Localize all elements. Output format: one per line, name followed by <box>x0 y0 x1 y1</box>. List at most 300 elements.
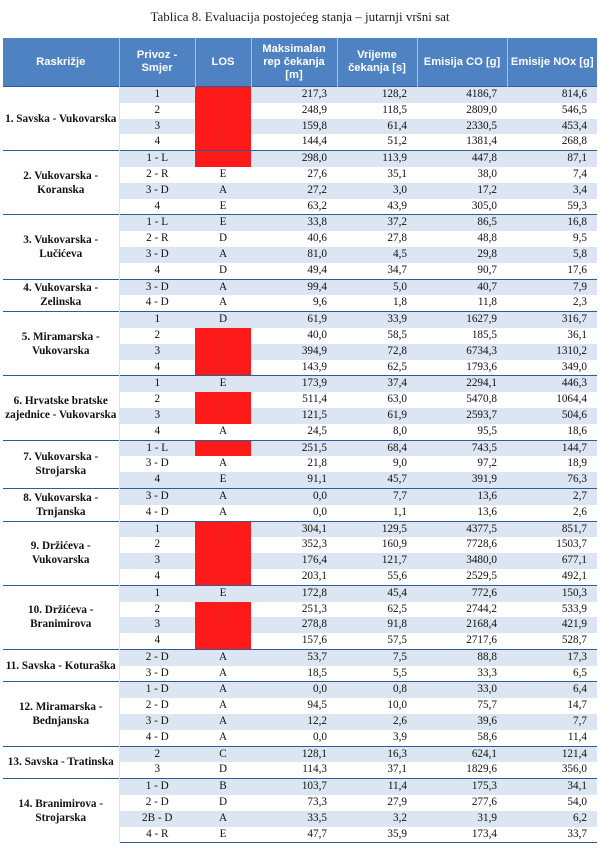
nox-cell: 16,8 <box>507 215 597 231</box>
nox-cell: 1503,7 <box>556 538 587 551</box>
co-cell: 58,6 <box>477 730 497 743</box>
intersection-name: 8. Vukovarska - Trnjanska <box>3 488 119 521</box>
privoz-cell: 2B - D <box>119 811 195 827</box>
los-cell: A <box>195 279 251 295</box>
vrijeme-cell: 5,5 <box>393 666 407 679</box>
nox-cell: 3,4 <box>507 183 597 199</box>
rep-cell: 40,0 <box>307 328 327 341</box>
los-cell: E <box>195 472 251 488</box>
vrijeme-cell: 61,4 <box>337 119 417 135</box>
vrijeme-cell: 34,7 <box>387 263 407 276</box>
vrijeme-cell: 9,0 <box>393 457 407 470</box>
table-body <box>3 87 597 843</box>
co-cell: 2168,4 <box>417 617 507 633</box>
rep-cell: 114,3 <box>302 763 327 776</box>
rep-cell: 81,0 <box>251 247 337 263</box>
los-cell: B <box>195 779 251 795</box>
privoz-cell: 2 - D <box>119 649 195 665</box>
los-cell: A <box>218 505 228 518</box>
privoz-cell: 3 <box>119 553 195 569</box>
vrijeme-cell: 33,9 <box>337 312 417 328</box>
rep-cell: 47,7 <box>251 827 337 843</box>
rep-cell: 21,8 <box>307 457 327 470</box>
co-cell: 743,5 <box>417 440 507 456</box>
co-cell: 17,2 <box>417 183 507 199</box>
rep-cell: 217,3 <box>251 87 337 103</box>
privoz-cell: 2 - D <box>145 699 169 712</box>
privoz-cell: 3 <box>119 617 195 633</box>
los-cell: E <box>195 585 251 601</box>
rep-cell: 394,9 <box>251 344 337 360</box>
nox-cell: 7,9 <box>507 279 597 295</box>
co-cell: 305,0 <box>471 199 497 212</box>
nox-cell: 33,7 <box>507 827 597 843</box>
co-cell: 277,6 <box>471 796 497 809</box>
los-cell: F <box>195 392 251 408</box>
los-cell: F <box>195 617 251 633</box>
co-cell: 173,4 <box>417 827 507 843</box>
los-cell: E <box>219 199 227 212</box>
los-cell: F <box>195 569 251 585</box>
vrijeme-cell: 3,2 <box>337 811 417 827</box>
privoz-cell: 2 - D <box>145 796 169 809</box>
los-cell: A <box>195 811 251 827</box>
rep-cell: 128,1 <box>251 746 337 762</box>
nox-cell: 7,7 <box>507 714 597 730</box>
intersection-name: 7. Vukovarska - Strojarska <box>3 440 119 488</box>
privoz-cell: 2 <box>154 328 161 341</box>
privoz-cell: 2 <box>154 103 161 116</box>
vrijeme-cell: 63,0 <box>387 393 407 406</box>
table-row <box>3 488 597 504</box>
intersection-name: 5. Miramarska - Vukovarska <box>3 312 119 376</box>
table-row <box>3 279 597 295</box>
rep-cell: 0,0 <box>251 488 337 504</box>
intersection-name: 9. Držićeva - Vukovarska <box>3 521 119 585</box>
rep-cell: 352,3 <box>301 538 327 551</box>
co-cell: 3480,0 <box>417 553 507 569</box>
los-cell: A <box>195 682 251 698</box>
los-cell: F <box>195 633 251 649</box>
co-cell: 33,3 <box>477 666 497 679</box>
rep-cell: 159,8 <box>251 119 337 135</box>
los-cell: A <box>195 649 251 665</box>
vrijeme-cell: 45,7 <box>337 472 417 488</box>
los-cell: F <box>195 119 251 135</box>
co-cell: 2717,6 <box>466 634 497 647</box>
table-row <box>3 376 597 392</box>
privoz-cell: 4 <box>154 569 161 582</box>
co-cell: 1829,6 <box>466 763 497 776</box>
co-cell: 1793,6 <box>466 360 497 373</box>
co-cell: 4186,7 <box>417 87 507 103</box>
intersection-name: 11. Savska - Koturaška <box>3 649 119 682</box>
vrijeme-cell: 51,2 <box>387 135 407 148</box>
los-cell: F <box>195 151 251 167</box>
privoz-cell: 1 - D <box>119 682 195 698</box>
header-raskrizje: Raskrižje <box>3 38 119 87</box>
co-cell: 175,3 <box>417 779 507 795</box>
privoz-cell: 2 <box>154 393 161 406</box>
nox-cell: 17,6 <box>567 263 587 276</box>
table-row <box>3 521 597 537</box>
vrijeme-cell: 27,8 <box>387 232 407 245</box>
intersection-name: 3. Vukovarska - Lučićeva <box>3 215 119 279</box>
nox-cell: 17,3 <box>507 649 597 665</box>
nox-cell: 533,9 <box>561 602 587 615</box>
nox-cell: 59,3 <box>567 199 587 212</box>
los-cell: A <box>218 730 228 743</box>
vrijeme-cell: 62,5 <box>387 602 407 615</box>
privoz-cell: 4 <box>154 135 161 148</box>
vrijeme-cell: 55,6 <box>387 569 407 582</box>
table-row <box>3 440 597 456</box>
vrijeme-cell: 128,2 <box>337 87 417 103</box>
privoz-cell: 3 <box>119 408 195 424</box>
nox-cell: 18,9 <box>567 457 587 470</box>
nox-cell: 87,1 <box>507 151 597 167</box>
co-cell: 772,6 <box>417 585 507 601</box>
vrijeme-cell: 5,0 <box>337 279 417 295</box>
vrijeme-cell: 35,9 <box>337 827 417 843</box>
nox-cell: 851,7 <box>507 521 597 537</box>
intersection-name: 12. Miramarska - Bednjanska <box>3 682 119 746</box>
nox-cell: 11,4 <box>567 730 587 743</box>
vrijeme-cell: 121,7 <box>337 553 417 569</box>
rep-cell: 12,2 <box>251 714 337 730</box>
vrijeme-cell: 58,5 <box>387 328 407 341</box>
los-cell: E <box>219 167 227 180</box>
privoz-cell: 1 <box>119 521 195 537</box>
header-vrijeme: Vrijeme čekanja [s] <box>337 38 417 87</box>
intersection-name: 6. Hrvatske bratske zajednice - Vukovarska <box>3 376 119 440</box>
rep-cell: 24,5 <box>307 424 327 437</box>
header-row <box>3 38 597 87</box>
nox-cell: 150,3 <box>507 585 597 601</box>
header-co: Emisija CO [g] <box>417 38 507 87</box>
rep-cell: 27,6 <box>307 167 327 180</box>
co-cell: 1627,9 <box>417 312 507 328</box>
privoz-cell: 3 - D <box>145 457 169 470</box>
privoz-cell: 4 - D <box>145 730 169 743</box>
los-cell: D <box>218 232 228 245</box>
privoz-cell: 4 <box>154 424 161 437</box>
rep-cell: 99,4 <box>251 279 337 295</box>
header-los: LOS <box>195 38 251 87</box>
rep-cell: 73,3 <box>307 796 327 809</box>
los-cell: E <box>195 376 251 392</box>
nox-cell: 18,6 <box>567 424 587 437</box>
privoz-cell: 3 <box>119 119 195 135</box>
nox-cell: 121,4 <box>507 746 597 762</box>
co-cell: 1381,4 <box>466 135 497 148</box>
privoz-cell: 3 <box>119 344 195 360</box>
los-cell: F <box>195 360 251 376</box>
los-cell: F <box>195 521 251 537</box>
co-cell: 38,0 <box>477 167 497 180</box>
table-row <box>3 585 597 601</box>
rep-cell: 94,5 <box>307 699 327 712</box>
header-nox: Emisije NOx [g] <box>507 38 597 87</box>
nox-cell: 453,4 <box>507 119 597 135</box>
co-cell: 11,8 <box>477 296 497 309</box>
vrijeme-cell: 7,5 <box>337 649 417 665</box>
co-cell: 39,6 <box>417 714 507 730</box>
privoz-cell: 1 - L <box>119 151 195 167</box>
los-cell: F <box>195 408 251 424</box>
evaluation-table <box>3 38 597 843</box>
nox-cell: 9,5 <box>573 232 587 245</box>
los-cell: F <box>195 553 251 569</box>
co-cell: 7728,6 <box>466 538 497 551</box>
los-cell: A <box>218 666 228 679</box>
rep-cell: 143,9 <box>301 360 327 373</box>
vrijeme-cell: 3,9 <box>393 730 407 743</box>
los-cell: A <box>218 424 228 437</box>
co-cell: 2593,7 <box>417 408 507 424</box>
vrijeme-cell: 129,5 <box>337 521 417 537</box>
co-cell: 2330,5 <box>417 119 507 135</box>
nox-cell: 316,7 <box>507 312 597 328</box>
privoz-cell: 1 - L <box>119 215 195 231</box>
co-cell: 2294,1 <box>417 376 507 392</box>
vrijeme-cell: 3,0 <box>337 183 417 199</box>
los-cell: F <box>195 440 251 456</box>
co-cell: 5470,8 <box>466 393 497 406</box>
privoz-cell: 2 <box>119 746 195 762</box>
vrijeme-cell: 45,4 <box>337 585 417 601</box>
nox-cell: 7,4 <box>573 167 587 180</box>
rep-cell: 304,1 <box>251 521 337 537</box>
vrijeme-cell: 62,5 <box>387 360 407 373</box>
co-cell: 48,8 <box>477 232 497 245</box>
los-cell: C <box>195 746 251 762</box>
los-cell: A <box>195 247 251 263</box>
rep-cell: 511,4 <box>302 393 327 406</box>
privoz-cell: 3 - D <box>119 183 195 199</box>
table-row <box>3 312 597 328</box>
los-cell: A <box>218 699 228 712</box>
nox-cell: 2,6 <box>573 505 587 518</box>
privoz-cell: 4 - D <box>145 505 169 518</box>
nox-cell: 1310,2 <box>507 344 597 360</box>
co-cell: 33,0 <box>417 682 507 698</box>
vrijeme-cell: 8,0 <box>393 424 407 437</box>
table-row <box>3 215 597 231</box>
los-cell: D <box>218 263 228 276</box>
co-cell: 13,6 <box>417 488 507 504</box>
privoz-cell: 3 - D <box>119 247 195 263</box>
nox-cell: 268,8 <box>561 135 587 148</box>
nox-cell: 6,2 <box>507 811 597 827</box>
vrijeme-cell: 61,9 <box>337 408 417 424</box>
vrijeme-cell: 35,1 <box>387 167 407 180</box>
rep-cell: 176,4 <box>251 553 337 569</box>
co-cell: 185,5 <box>471 328 497 341</box>
table-row <box>3 649 597 665</box>
privoz-cell: 4 - R <box>119 827 195 843</box>
vrijeme-cell: 118,5 <box>382 103 407 116</box>
los-cell: F <box>195 537 251 553</box>
nox-cell: 14,7 <box>567 699 587 712</box>
rep-cell: 61,9 <box>251 312 337 328</box>
table-row <box>3 151 597 167</box>
los-cell: A <box>195 183 251 199</box>
nox-cell: 6,4 <box>507 682 597 698</box>
intersection-name: 2. Vukovarska - Koranska <box>3 151 119 215</box>
vrijeme-cell: 16,3 <box>337 746 417 762</box>
privoz-cell: 2 - R <box>146 232 169 245</box>
nox-cell: 76,3 <box>507 472 597 488</box>
privoz-cell: 1 <box>119 585 195 601</box>
rep-cell: 298,0 <box>251 151 337 167</box>
vrijeme-cell: 27,9 <box>387 796 407 809</box>
co-cell: 88,8 <box>417 649 507 665</box>
privoz-cell: 2 <box>154 602 161 615</box>
los-cell: F <box>195 602 251 618</box>
table-row <box>3 87 597 103</box>
co-cell: 40,7 <box>417 279 507 295</box>
privoz-cell: 1 <box>119 376 195 392</box>
co-cell: 31,9 <box>417 811 507 827</box>
co-cell: 13,6 <box>477 505 497 518</box>
privoz-cell: 4 - D <box>145 296 169 309</box>
privoz-cell: 4 <box>154 199 161 212</box>
co-cell: 97,2 <box>477 457 497 470</box>
header-rep: Maksimalan rep čekanja [m] <box>251 38 337 87</box>
privoz-cell: 2 - R <box>146 167 169 180</box>
table-row <box>3 779 597 795</box>
privoz-cell: 3 <box>154 763 161 776</box>
vrijeme-cell: 7,7 <box>337 488 417 504</box>
rep-cell: 251,3 <box>301 602 327 615</box>
intersection-name: 1. Savska - Vukovarska <box>3 87 119 151</box>
co-cell: 90,7 <box>477 263 497 276</box>
rep-cell: 53,7 <box>251 649 337 665</box>
los-cell: A <box>218 296 228 309</box>
los-cell: F <box>195 328 251 344</box>
nox-cell: 356,0 <box>561 763 587 776</box>
los-cell: A <box>218 457 228 470</box>
rep-cell: 33,8 <box>251 215 337 231</box>
vrijeme-cell: 37,2 <box>337 215 417 231</box>
co-cell: 391,9 <box>417 472 507 488</box>
vrijeme-cell: 11,4 <box>337 779 417 795</box>
co-cell: 86,5 <box>417 215 507 231</box>
table-row <box>3 682 597 698</box>
los-cell: A <box>195 714 251 730</box>
rep-cell: 103,7 <box>251 779 337 795</box>
privoz-cell: 2 <box>154 538 161 551</box>
privoz-cell: 1 <box>119 87 195 103</box>
co-cell: 2744,2 <box>466 602 497 615</box>
intersection-name: 4. Vukovarska - Zelinska <box>3 279 119 312</box>
vrijeme-cell: 72,8 <box>337 344 417 360</box>
co-cell: 2529,5 <box>466 569 497 582</box>
los-cell: F <box>195 344 251 360</box>
rep-cell: 251,5 <box>251 440 337 456</box>
rep-cell: 173,9 <box>251 376 337 392</box>
vrijeme-cell: 1,8 <box>393 296 407 309</box>
rep-cell: 144,4 <box>301 135 327 148</box>
nox-cell: 2,7 <box>507 488 597 504</box>
los-cell: D <box>218 796 228 809</box>
los-cell: A <box>195 488 251 504</box>
los-cell: F <box>195 134 251 150</box>
rep-cell: 63,2 <box>307 199 327 212</box>
rep-cell: 9,6 <box>313 296 327 309</box>
nox-cell: 1064,4 <box>556 393 587 406</box>
privoz-cell: 3 - D <box>119 488 195 504</box>
privoz-cell: 4 <box>119 472 195 488</box>
rep-cell: 18,5 <box>307 666 327 679</box>
nox-cell: 677,1 <box>507 553 597 569</box>
nox-cell: 144,7 <box>507 440 597 456</box>
nox-cell: 528,7 <box>561 634 587 647</box>
privoz-cell: 3 - D <box>119 714 195 730</box>
vrijeme-cell: 4,5 <box>337 247 417 263</box>
co-cell: 6734,3 <box>417 344 507 360</box>
privoz-cell: 4 <box>154 360 161 373</box>
rep-cell: 0,0 <box>251 682 337 698</box>
nox-cell: 54,0 <box>567 796 587 809</box>
rep-cell: 203,1 <box>301 569 327 582</box>
rep-cell: 40,6 <box>307 232 327 245</box>
table-row <box>3 746 597 762</box>
vrijeme-cell: 91,8 <box>337 617 417 633</box>
nox-cell: 421,9 <box>507 617 597 633</box>
nox-cell: 504,6 <box>507 408 597 424</box>
los-cell: E <box>195 215 251 231</box>
vrijeme-cell: 0,8 <box>337 682 417 698</box>
vrijeme-cell: 1,1 <box>393 505 407 518</box>
rep-cell: 33,5 <box>251 811 337 827</box>
nox-cell: 2,3 <box>573 296 587 309</box>
los-cell: F <box>195 87 251 103</box>
rep-cell: 157,6 <box>301 634 327 647</box>
los-cell: D <box>218 763 228 776</box>
table-caption: Tablica 8. Evaluacija postojećeg stanja – jutarnji vršni sat <box>150 9 450 24</box>
vrijeme-cell: 2,6 <box>337 714 417 730</box>
privoz-cell: 1 <box>119 312 195 328</box>
rep-cell: 0,0 <box>313 730 327 743</box>
vrijeme-cell: 113,9 <box>337 151 417 167</box>
co-cell: 624,1 <box>417 746 507 762</box>
vrijeme-cell: 43,9 <box>387 199 407 212</box>
vrijeme-cell: 160,9 <box>381 538 407 551</box>
privoz-cell: 1 - D <box>119 779 195 795</box>
nox-cell: 492,1 <box>561 569 587 582</box>
intersection-name: 14. Branimirova - Strojarska <box>3 779 119 843</box>
nox-cell: 34,1 <box>507 779 597 795</box>
los-cell: F <box>195 103 251 119</box>
intersection-name: 10. Držićeva - Branimirova <box>3 585 119 649</box>
nox-cell: 446,3 <box>507 376 597 392</box>
vrijeme-cell: 68,4 <box>337 440 417 456</box>
privoz-cell: 3 - D <box>145 666 169 679</box>
nox-cell: 814,6 <box>507 87 597 103</box>
header-privoz: Privoz - Smjer <box>119 38 195 87</box>
rep-cell: 278,8 <box>251 617 337 633</box>
vrijeme-cell: 37,4 <box>337 376 417 392</box>
privoz-cell: 1 - L <box>119 440 195 456</box>
rep-cell: 0,0 <box>313 505 327 518</box>
co-cell: 447,8 <box>417 151 507 167</box>
los-cell: D <box>195 312 251 328</box>
vrijeme-cell: 37,1 <box>387 763 407 776</box>
nox-cell: 5,8 <box>507 247 597 263</box>
nox-cell: 349,0 <box>561 360 587 373</box>
